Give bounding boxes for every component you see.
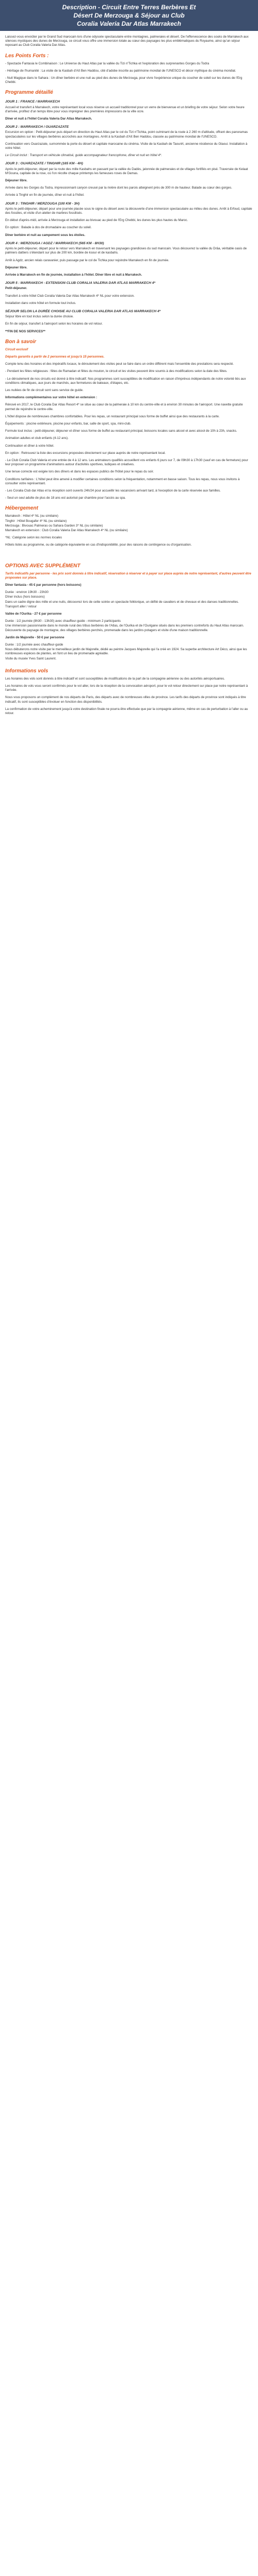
day-title: JOUR 5 : MARRAKECH - EXTENSION CLUB CORALIA VALERIA DAR ATLAS MARRAKECH 4* xyxy=(5,281,155,285)
intro-text: Laissez-vous envoûter par le Grand Sud marocain lors d'une odyssée spectaculaire entre montagnes, palmeraies et désert. De l'effervescence des souks de Marrakech aux silences mystiques des dunes de Merzouga, ce circuit vous offre une immersion totale au cœur des paysages les plus emblématiques du Royaume, ainsi qu'un séjour reposant au Club Coralia Valeria Dar Atlas. xyxy=(5,35,249,47)
day-text: Le Circuit inclut : Transport en véhicule climatisé, guide accompagnateur francophone, dîner et nuit en hôtel 4*. xyxy=(5,154,162,158)
option-line: Durée : 1/2 journée (8h30 - 13h30) avec chauffeur-guide - minimum 2 participants xyxy=(5,619,121,623)
hotel-info-text: L'hôtel dispose de nombreuses chambres confortables. Pour les repas, un restaurant principal sous forme de buffet ainsi que des restaurants à la carte. xyxy=(5,414,220,418)
day-text: Excursion en option : Petit-déjeuner puis départ en direction du Haut Atlas par le col du Tizi n'Tichka, point culminant de la route à 2 260 m d'altitude, offrant des panoramas spectaculaires sur les villages berbères accrochés aux montagnes. Arrêt à la Kasbah d'Aït Ben Haddou, classée au patrimoine mondial de l'UNESCO. xyxy=(5,130,248,139)
day-title: JOUR 3 : OUARZAZATE / TINGHIR (165 KM - 4H) xyxy=(5,162,83,166)
day-text: Dîner et nuit à l'hôtel Coralia Valeria Dar Atlas Marrakech. xyxy=(5,117,92,121)
day-text: Dîner berbère et nuit au campement sous les étoiles. xyxy=(5,233,86,237)
day-text: Installation dans votre hôtel en formule tout inclus. xyxy=(5,301,76,305)
option-line: Une immersion passionnante dans le monde rural des tribus berbères de l'Atlas, de l'Ourika et de l'Ourigane situés dans les premiers contreforts du Haut Atlas marocain. Découverte du paysage de montagne, des villages berbères perchés, promenade dans les jardins potagers et visite d'une maison traditionnelle. xyxy=(5,624,244,632)
day-text: Arrivée à Marrakech en fin de journée, installation à l'hôtel. Dîner libre et nuit à Marrakech. xyxy=(5,273,142,277)
info-text: - Pendant les fêtes religieuses : fêtes de Ramadan et fêtes du mouton, le circuit et les visites peuvent être soumis à des modifications selon la date des fêtes. xyxy=(5,369,228,374)
day-text: Après le petit-déjeuner, départ par la route des mille Kasbahs en passant par la vallée du Dadès, jalonnée de palmeraies et de villages fortifiés en pisé. Traversée de Kelaat M'Gouna, capitale de la rose, où l'on récolte chaque printemps les fameuses roses de Damas. xyxy=(5,167,248,175)
day-text: Déjeuner libre. xyxy=(5,265,27,269)
day-text: Déjeuner libre. xyxy=(5,179,27,183)
day-text: Continuation vers Ouarzazate, surnommée la porte du désert et capitale marocaine du cinéma. Visite de la Kasbah de Taourirt, ancienne résidence du Glaoui. Installation à votre hôtel. xyxy=(5,142,248,150)
points-item: - Héritage de l'humanité : La visite de la Kasbah d'Aït Ben Haddou, cité d'adobe inscrite au patrimoine mondial de l'UNESCO et décor mythique du cinéma mondial. xyxy=(5,69,236,73)
exclusive-circuit-text: Départs garantis à partir de 2 personnes et jusqu'à 15 personnes. xyxy=(5,354,105,359)
hotel-info-title: Informations complémentaires sur votre hôtel en extension : xyxy=(5,396,98,400)
day-text: Arrêt à Agdz, ancien relais caravanier, puis passage par le col de Tichka pour rejoindre Marrakech en fin de journée. xyxy=(5,258,169,262)
programme-title: Programme détaillé xyxy=(5,90,53,96)
day-text: En début d'après-midi, arrivée à Merzouga et installation au bivouac au pied de l'Erg Chebbi, les dunes les plus hautes du Maroc. xyxy=(5,218,188,223)
points-title: Les Points Forts : xyxy=(5,53,49,59)
hebergement-line: Marrakech en extension : Club Coralia Valeria Dar Atlas Marrakech 4* NL (ou similaire) xyxy=(5,529,128,533)
flight-info-title: Informations vols xyxy=(5,668,49,674)
hotel-info-text: Animation adultes et club enfants (4-12 ans). xyxy=(5,436,69,440)
more-info-text: - Le Club Coralia Club Valeria et une entrée de 4 à 12 ans. Les animateurs qualifiés accueillent vos enfants 6 jours sur 7, de 09h30 à 17h30 (sauf en cas de fermeture) pour leur proposer un programme d'animations autour d'activités sportives, ludiques et créatives. xyxy=(5,458,248,467)
flight-info-text: Nous vous proposons un complément de nos départs de Paris, des départs avec de nombreuses villes de province. Les tarifs des départs de province sont indiqués à titre indicatif, ils sont susceptibles d'évoluer en fonction des disponibilités. xyxy=(5,696,246,704)
day-title: SÉJOUR SELON LA DURÉE CHOISIE AU CLUB CORALIA VALERIA DAR ATLAS MARRAKECH 4* xyxy=(5,309,161,313)
option-line: Dans un cadre digne des mille et une nuits, découvrez lors de cette soirée un spectacle folklorique, un défilé de cavaliers et de chevaux et des danses traditionnelles. xyxy=(5,600,239,604)
options-title: OPTIONS AVEC SUPPLÉMENT xyxy=(5,563,80,569)
day-title: JOUR 1 : FRANCE / MARRAKECH xyxy=(5,100,60,104)
option-title: Jardin de Majorelle - 50 € par personne xyxy=(5,635,64,639)
day-title: JOUR 3 : TINGHIR / MERZOUGA (100 KM - 3H) xyxy=(5,201,80,206)
option-title: Dîner fantasia - 45 € par personne (hors boissons) xyxy=(5,583,82,587)
options-subtitle: Tarifs indicatifs par personne - les prix sont donnés à titre indicatif, réservation à réserver et à payer sur place auprès de notre représentant, d'autres peuvent être proposées sur place. xyxy=(5,571,251,580)
day-text: Accueil et transfert à Marrakech, votre représentant local vous réserve un accueil traditionnel pour un verre de bienvenue et un briefing de votre séjour. Selon votre heure d'arrivée, profitez d'un temps libre pour vous imprégner des premières impressions de la ville ocre. xyxy=(5,105,245,113)
option-line: Durée : 1/2 journée avec chauffeur-guide xyxy=(5,643,63,647)
hotel-info-text: Continuation et dîner à votre hôtel. xyxy=(5,444,54,448)
end-of-services: **FIN DE NOS SERVICES** xyxy=(5,329,45,333)
day-text: En fin de séjour, transfert à l'aéroport selon les horaires de vol retour. xyxy=(5,322,103,326)
hebergement-note: *NL: Catégorie selon les normes locales xyxy=(5,536,62,540)
flight-info-text: Les horaires de vols vous seront confirmés pour le vol aller, lors de la réception de la convocation aéroport, pour le vol retour directement sur place par notre représentant à l'arrivée. xyxy=(5,684,248,692)
flight-info-text: Les horaires des vols sont donnés à titre indicatif et sont susceptibles de modifications de la part de la compagnie aérienne ou des autorités aéroportuaires. xyxy=(5,676,225,681)
hero-title-line-2: Désert De Merzouga & Séjour au Club xyxy=(73,12,185,19)
more-info-text: - Les Coralia Club dar Atlas et la réception sont ouverts 24h/24 pour accueillir les vacanciers arrivant tard, à l'exception de la carte réservée aux familles. xyxy=(5,489,221,493)
hotel-info-text: Formule tout inclus : petit-déjeuner, déjeuner et dîner sous forme de buffet au restaurant principal, boissons locales sans alcool et avec alcool de 10h à 23h, snacks. xyxy=(5,429,237,433)
option-line: Dîner inclus (hors boissons) xyxy=(5,595,45,599)
day-text: En option : Balade à dos de dromadaire au coucher du soleil. xyxy=(5,226,92,230)
more-info-text: - Seul un seul adulte de plus de 18 ans est autorisé par chambre pour l'accès au spa. xyxy=(5,496,126,500)
flight-info-text: La confirmation de votre acheminement jusqu'à votre destination finale ne pourra être effectuée que par la compagnie aérienne, même en cas de perturbation à l'aller ou au retour. xyxy=(5,707,248,716)
day-text: Séjour libre en tout inclus selon la durée choisie. xyxy=(5,315,74,319)
info-text: Compte tenu des horaires et des impératifs locaux, le déroulement des visites peut se faire dans un ordre différent mais l'ensemble des prestations sera respecté. xyxy=(5,362,234,366)
hebergement-line: Marrakech : Hôtel 4* NL (ou similaire) xyxy=(5,514,58,518)
points-item: - Nuit Magique dans le Sahara : Un dîner berbère et une nuit au pied des dunes de Merzouga, pour vivre l'expérience unique du coucher de soleil sur les dunes de l'Erg Chebbi. xyxy=(5,76,243,84)
info-text: - Le déroulement de nos circuits est donné à titre indicatif. Nos programmes sont susceptibles de modification en raison d'imprévus indépendants de notre volonté liés aux conditions climatiques, aux jours de marchés, aux fermetures de bateaux, d'étapes, etc. xyxy=(5,377,246,385)
hebergement-title: Hébergement xyxy=(5,505,38,512)
more-info-text: Une tenue correcte est exigée lors des dîners et dans les espaces publics de l'hôtel pour le repas du soir. xyxy=(5,470,154,474)
info-text: Les nuitées de fin de circuit sont sans service de guide. xyxy=(5,388,84,392)
points-item: - Spectacle Fantasia le Combinaison : Le Universe du Haut Atlas par la vallée du Tizi n'Tichka et l'exploration des surprenantes Gorges du Todra xyxy=(5,61,209,65)
day-text: Petit-déjeuner. xyxy=(5,286,27,291)
option-title: Vallée de l'Ourika - 27 € par personne xyxy=(5,612,62,616)
hero-title-line-3: Coralia Valeria Dar Atlas Marrakech xyxy=(77,20,181,27)
hero-title-line-1: Description - Circuit Entre Terres Berbères Et xyxy=(62,4,196,11)
day-title: JOUR 4 : MERZOUGA / AGDZ / MARRAKECH (565 KM - 8H30) xyxy=(5,241,104,245)
option-line: Transport aller / retour xyxy=(5,604,37,608)
hebergement-line: Merzouga : Bivouac Palmeras ou Sahara Garden 3* NL (ou similaire) xyxy=(5,523,103,528)
day-text: Arrivée dans les Gorges du Todra, impressionnant canyon creusé par la rivière dont les parois atteignent près de 300 m de hauteur. Balade au cœur des gorges. xyxy=(5,186,232,190)
main-content xyxy=(0,31,258,724)
hebergement-note: Hôtels listés au programme, ou de catégorie équivalente en cas d'indisponibilité, pour des raisons de contingence ou d'organisation. xyxy=(5,543,192,547)
option-line: Nous débuterons notre visite par le merveilleux jardin de Majorelle, dédié au peintre Jacques Majorelle qui l'a créé en 1924. Sa superbe architecture Art Déco, ainsi que les nombreuses espèces de plantes, en font un lieu de promenade agréable. xyxy=(5,648,247,656)
bon-a-savoir-title: Bon à savoir xyxy=(5,338,37,345)
hebergement-line: Tinghir : Hôtel Bougafer 4* NL (ou similaire) xyxy=(5,519,67,523)
hero-banner xyxy=(0,0,258,31)
day-text: Transfert à votre hôtel Club Coralia Valeria Dar Atlas Marrakech 4* NL pour votre extension. xyxy=(5,294,135,298)
exclusive-circuit-title: Circuit exclusif xyxy=(5,347,28,351)
day-text: Après le petit-déjeuner, départ pour une journée placée sous le signe du désert avec la découverte d'une immersion spectaculaire au milieu des dunes. Arrêt à Erfoud, capitale des fossiles, et visite d'un atelier de marbres fossilisés. xyxy=(5,207,252,215)
day-title: JOUR 2 : MARRAKECH / OUARZAZATE xyxy=(5,125,69,129)
hotel-info-text: Rénové en 2017, le Club Coralia Dar Atlas Resort 4* se situe au cœur de la palmeraie à 10 km du centre-ville et à environ 30 minutes de l'aéroport. Une navette gratuite permet de rejoindre le centre-ville. xyxy=(5,403,243,411)
option-line: Durée : environ 19h30 - 23h30 xyxy=(5,590,49,595)
day-text: Après le petit-déjeuner, départ pour le retour vers Marrakech en traversant les paysages grandioses du sud marocain. Vous découvrez la vallée du Drâa, véritable oasis de palmiers dattiers s'étendant sur plus de 200 km, bordée de ksour et de kasbahs. xyxy=(5,247,247,255)
hotel-info-text: Équipements : piscine extérieure, piscine pour enfants, bar, salle de sport, spa, mini-club. xyxy=(5,421,132,426)
day-text: Arrivée à Tinghir en fin de journée, dîner et nuit à l'hôtel. xyxy=(5,193,85,197)
more-info-text: En option : Retrouvez la liste des excursions proposées directement sur place auprès de notre représentant local. xyxy=(5,451,166,455)
more-info-text: Conditions tarifaires : L'hôtel peut être amené à modifier certaines conditions selon la fréquentation, notamment en basse saison. Tous les repas, nous vous invitons à consulter votre représentant. xyxy=(5,477,240,485)
option-line: Visite du musée Yves Saint Laurent. xyxy=(5,656,57,660)
